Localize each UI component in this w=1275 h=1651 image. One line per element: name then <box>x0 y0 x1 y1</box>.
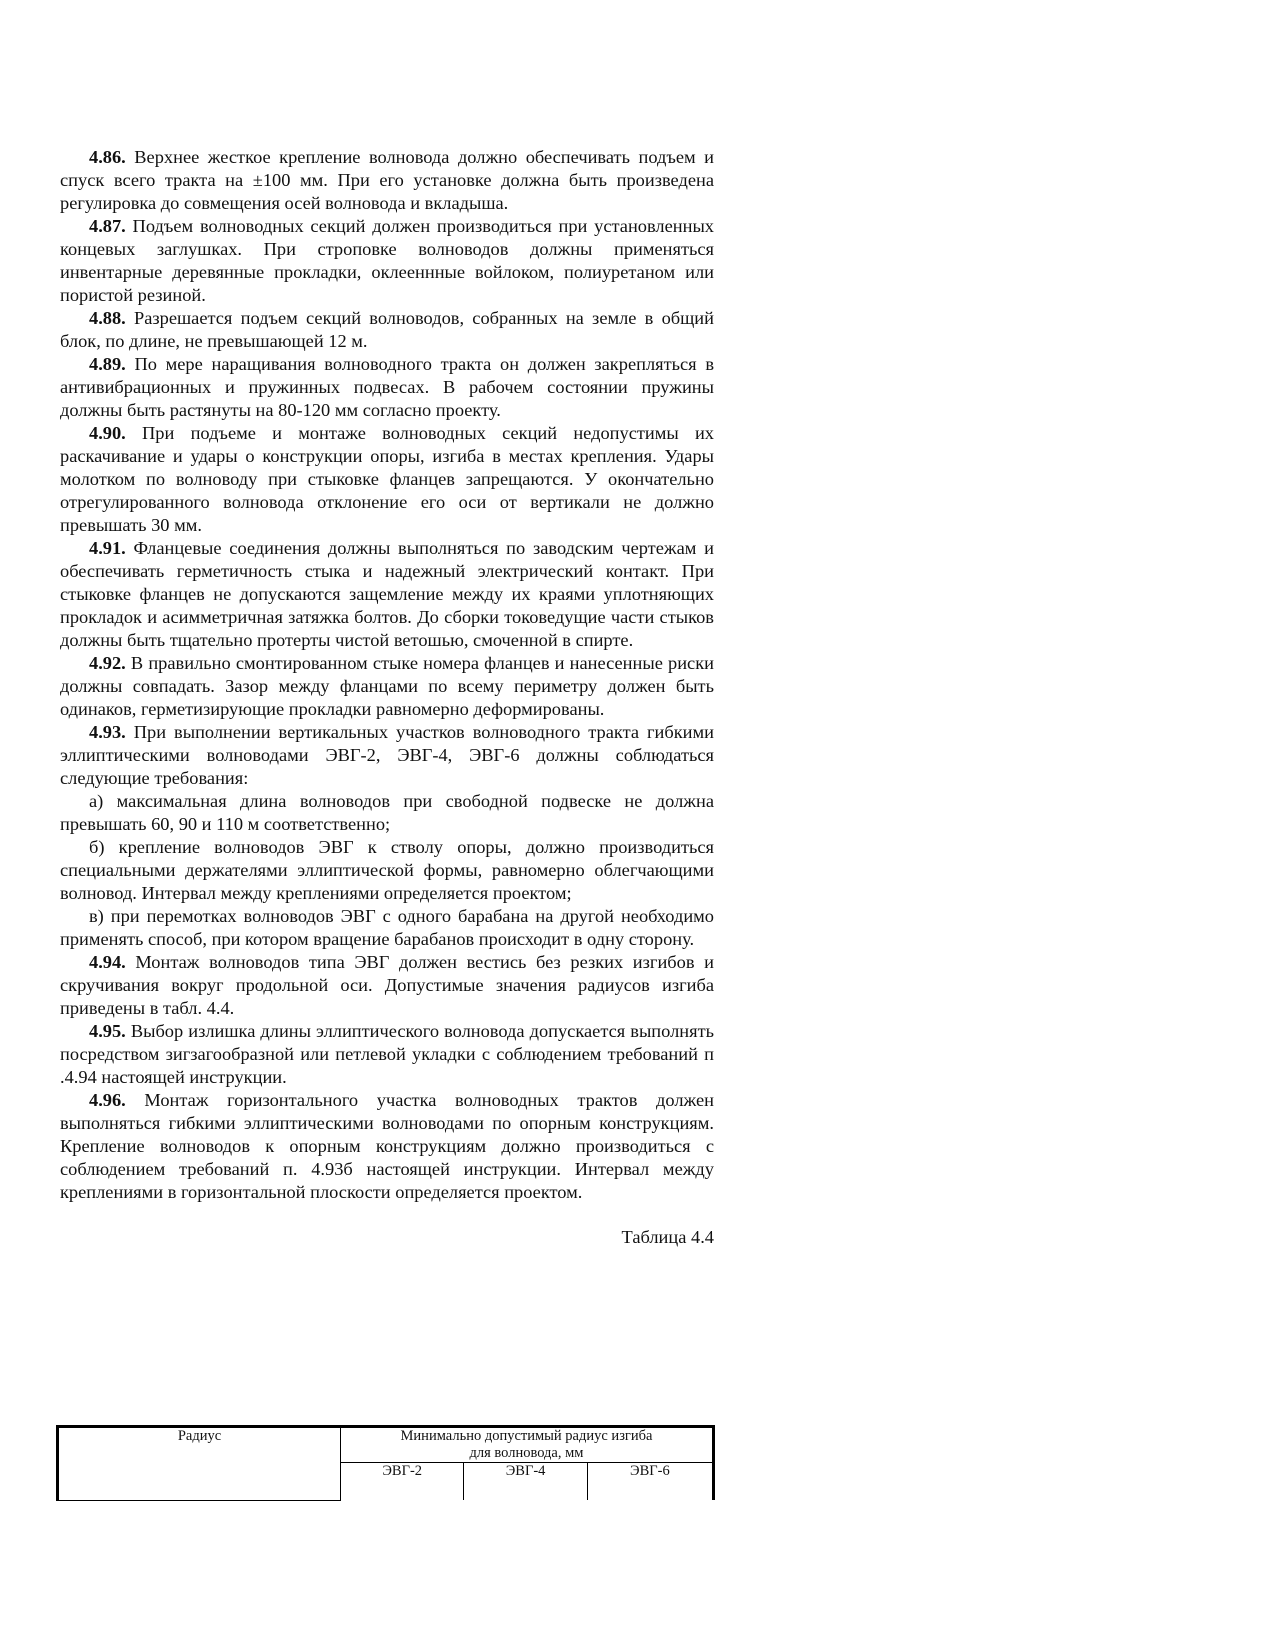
header-min-radius-line1: Минимально допустимый радиус изгиба <box>400 1428 653 1444</box>
paragraph-text: При выполнении вертикальных участков волноводного тракта гибкими эллиптическими волноводами ЭВГ-2, ЭВГ-4, ЭВГ-6 должны соблюдаться следующие требования: <box>60 722 714 788</box>
paragraph-4-86 <box>60 146 714 215</box>
paragraph-text: При подъеме и монтаже волноводных секций недопустимы их раскачивание и удары о конструкции опоры, изгиба в местах крепления. Удары молотком по волноводу при стыковке фланцев запрещаются. У окончательно отрегулированного волновода отклонение его оси от вертикали не должно превышать 30 мм. <box>60 423 714 535</box>
paragraph-number: 4.87. <box>89 216 126 236</box>
paragraph-text: Монтаж волноводов типа ЭВГ должен вестись без резких изгибов и скручивания вокруг продольной оси. Допустимые значения радиусов изгиба приведены в табл. 4.4. <box>60 952 714 1018</box>
paragraph-4-96 <box>60 1089 714 1204</box>
paragraph-4-87 <box>60 215 714 307</box>
paragraph-4-89 <box>60 353 714 422</box>
list-item-v <box>60 905 714 951</box>
paragraph-text: По мере наращивания волноводного тракта он должен закрепляться в антивибрационных и пружинных подвесах. В рабочем состоянии пружины должны быть растянуты на 80-120 мм согласно проекту. <box>60 354 714 420</box>
header-radius-label: Радиус <box>177 1428 222 1444</box>
paragraph-number: 4.86. <box>89 147 126 167</box>
header-radius <box>58 1427 341 1501</box>
paragraph-text: Верхнее жесткое крепление волновода должно обеспечивать подъем и спуск всего тракта на ±100 мм. При его установке должна быть произведена регулировка до совмещения осей волновода и вкладыша. <box>60 147 714 213</box>
paragraph-4-88 <box>60 307 714 353</box>
list-item-text: в) при перемотках волноводов ЭВГ с одного барабана на другой необходимо применять способ, при котором вращение барабанов происходит в одну сторону. <box>60 906 714 949</box>
paragraph-text: Фланцевые соединения должны выполняться по заводским чертежам и обеспечивать герметичность стыка и надежный электрический контакт. При стыковке фланцев не допускаются защемление между их краями уплотняющих прокладок и асимметричная затяжка болтов. До сборки токоведущие части стыков должны быть тщательно протерты чистой ветошью, смоченной в спирте. <box>60 538 714 650</box>
header-min-radius <box>341 1427 714 1463</box>
header-min-radius-line2: для волновода, мм <box>469 1445 584 1461</box>
paragraph-4-92 <box>60 652 714 721</box>
bend-radius-table <box>56 1425 715 1501</box>
paragraph-text: Выбор излишка длины эллиптического волновода допускается выполнять посредством зигзагообразной или петлевой укладки с соблюдением требований п .4.94 настоящей инструкции. <box>60 1021 714 1087</box>
paragraph-4-91 <box>60 537 714 652</box>
paragraph-4-93 <box>60 721 714 790</box>
document-body <box>60 146 714 1249</box>
paragraph-text: Подъем волноводных секций должен производиться при установленных концевых заглушках. При строповке волноводов должны применяться инвентарные деревянные прокладки, оклееннные войлоком, полиуретаном или пористой резиной. <box>60 216 714 305</box>
paragraph-4-94 <box>60 951 714 1020</box>
paragraph-number: 4.90. <box>89 423 126 443</box>
paragraph-number: 4.91. <box>89 538 126 558</box>
paragraph-4-95 <box>60 1020 714 1089</box>
paragraph-number: 4.94. <box>89 952 126 972</box>
paragraph-text: Разрешается подъем секций волноводов, собранных на земле в общий блок, по длине, не превышающей 12 м. <box>60 308 714 351</box>
paragraph-number: 4.96. <box>89 1090 126 1110</box>
header-evg-6: ЭВГ-6 <box>587 1463 713 1501</box>
paragraph-number: 4.95. <box>89 1021 126 1041</box>
paragraph-4-90 <box>60 422 714 537</box>
list-item-a <box>60 790 714 836</box>
paragraph-number: 4.92. <box>89 653 126 673</box>
paragraph-text: В правильно смонтированном стыке номера фланцев и нанесенные риски должны совпадать. Зазор между фланцами по всему периметру должен быть одинаков, герметизирующие прокладки равномерно деформированы. <box>60 653 714 719</box>
table-caption: Таблица 4.4 <box>621 1227 714 1247</box>
paragraph-number: 4.88. <box>89 308 126 328</box>
paragraph-text: Монтаж горизонтального участка волноводных трактов должен выполняться гибкими эллиптическими волноводами по опорным конструкциям. Крепление волноводов к опорным конструкциям должно производиться с соблюдением требований п. 4.93б настоящей инструкции. Интервал между креплениями в горизонтальной плоскости определяется проектом. <box>60 1090 714 1202</box>
header-evg-2: ЭВГ-2 <box>341 1463 464 1501</box>
table-header-row <box>58 1427 714 1463</box>
header-evg-4: ЭВГ-4 <box>464 1463 587 1501</box>
paragraph-number: 4.89. <box>89 354 126 374</box>
list-item-b <box>60 836 714 905</box>
list-item-text: а) максимальная длина волноводов при свободной подвеске не должна превышать 60, 90 и 110 м соответственно; <box>60 791 714 834</box>
list-item-text: б) крепление волноводов ЭВГ к стволу опоры, должно производиться специальными держателями эллиптической формы, равномерно облегчающими волновод. Интервал между креплениями определяется проектом; <box>60 837 714 903</box>
paragraph-number: 4.93. <box>89 722 126 742</box>
